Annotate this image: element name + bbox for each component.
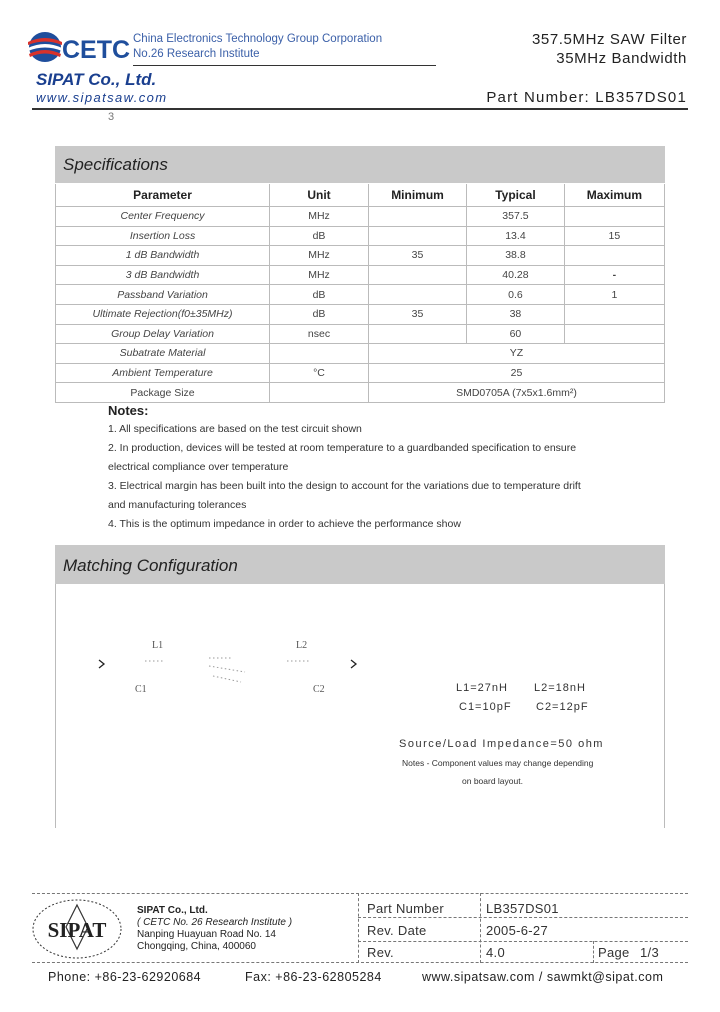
footer-page-label: Page: [598, 945, 630, 960]
note-line: and manufacturing tolerances: [108, 499, 247, 511]
table-row: Ultimate Rejection(f0±35MHz) dB 35 38: [56, 304, 665, 324]
specifications-heading: Specifications: [55, 146, 665, 183]
table-header-row: [56, 184, 665, 207]
header-rule: [32, 108, 688, 110]
matching-note: on board layout.: [462, 776, 523, 786]
impedance-text: Source/Load Impedance=50 ohm: [399, 738, 604, 750]
sipat-seal-icon: [30, 897, 124, 961]
footer-box: [32, 893, 688, 963]
circuit-label-l2: L2: [296, 640, 308, 651]
value-l1: L1=27nH: [456, 682, 508, 694]
footer-rev-value: 4.0: [486, 945, 505, 960]
table-row: 1 dB Bandwidth MHz 35 38.8: [56, 246, 665, 266]
footer-divider: [358, 941, 688, 942]
specifications-table: [55, 184, 665, 403]
matching-note: Notes - Component values may change depending: [402, 758, 594, 768]
note-line: 2. In production, devices will be tested at room temperature to a guardbanded specification to ensure: [108, 442, 577, 454]
cetc-logo-icon: [26, 30, 64, 64]
footer-part-label: Part Number: [367, 901, 444, 916]
value-c1: C1=10pF: [459, 701, 512, 713]
footer-divider: [593, 941, 594, 963]
value-l2: L2=18nH: [534, 682, 586, 694]
circuit-label-c1: C1: [135, 684, 147, 695]
note-line: electrical compliance over temperature: [108, 461, 289, 473]
footer-divider: [480, 893, 481, 963]
product-title: 357.5MHz SAW Filter: [531, 31, 687, 48]
header-divider: [133, 65, 436, 66]
matching-heading: Matching Configuration: [55, 545, 665, 584]
footer-company-block: SIPAT Co., Ltd. ( CETC No. 26 Research Institute ) Nanping Huayuan Road No. 14 Chongqing, China, 400060: [137, 905, 293, 952]
stray-mark: 3: [108, 111, 115, 123]
corporation-name: China Electronics Technology Group Corporation No.26 Research Institute: [133, 33, 383, 60]
column-header: Maximum: [564, 184, 664, 207]
circuit-label-l1: L1: [152, 640, 164, 651]
note-line: 4. This is the optimum impedance in order to achieve the performance show: [108, 518, 461, 530]
table-row: 3 dB Bandwidth MHz 40.28 -: [56, 265, 665, 285]
footer-divider: [358, 893, 359, 963]
table-row: Package Size SMD0705A (7x5x1.6mm²): [56, 383, 665, 403]
column-header: Minimum: [368, 184, 466, 207]
table-row: Group Delay Variation nsec 60: [56, 324, 665, 344]
column-header: Parameter: [56, 184, 270, 207]
table-row: Subatrate Material YZ: [56, 344, 665, 364]
footer-date-value: 2005-6-27: [486, 923, 548, 938]
column-header: Typical: [467, 184, 565, 207]
note-line: 1. All specifications are based on the test circuit shown: [108, 423, 362, 435]
company-name: SIPAT Co., Ltd.: [36, 70, 157, 89]
notes-title: Notes:: [108, 403, 149, 418]
footer-phone: Phone: +86-23-62920684: [48, 970, 202, 984]
footer-divider: [358, 917, 688, 918]
footer-rev-label: Rev.: [367, 945, 394, 960]
column-header: Unit: [270, 184, 369, 207]
product-bandwidth: 35MHz Bandwidth: [556, 50, 687, 67]
footer-date-label: Rev. Date: [367, 923, 427, 938]
circuit-label-c2: C2: [313, 684, 325, 695]
table-row: Center Frequency MHz 357.5: [56, 207, 665, 227]
note-line: 3. Electrical margin has been built into the design to account for the variations due to temperature drift: [108, 480, 581, 492]
seal-text: SIPAT: [47, 918, 107, 942]
company-website[interactable]: www.sipatsaw.com: [36, 90, 168, 105]
table-row: Passband Variation dB 0.6 1: [56, 285, 665, 305]
value-c2: C2=12pF: [536, 701, 589, 713]
header-part-number: Part Number: LB357DS01: [486, 89, 687, 106]
cetc-logo: CETC: [62, 36, 131, 64]
table-row: Ambient Temperature °C 25: [56, 363, 665, 383]
footer-web-mail[interactable]: www.sipatsaw.com / sawmkt@sipat.com: [422, 970, 664, 984]
footer-part-value: LB357DS01: [486, 901, 559, 916]
table-row: Insertion Loss dB 13.4 15: [56, 226, 665, 246]
footer-fax: Fax: +86-23-62805284: [245, 970, 382, 984]
footer-page-value: 1/3: [640, 945, 659, 960]
